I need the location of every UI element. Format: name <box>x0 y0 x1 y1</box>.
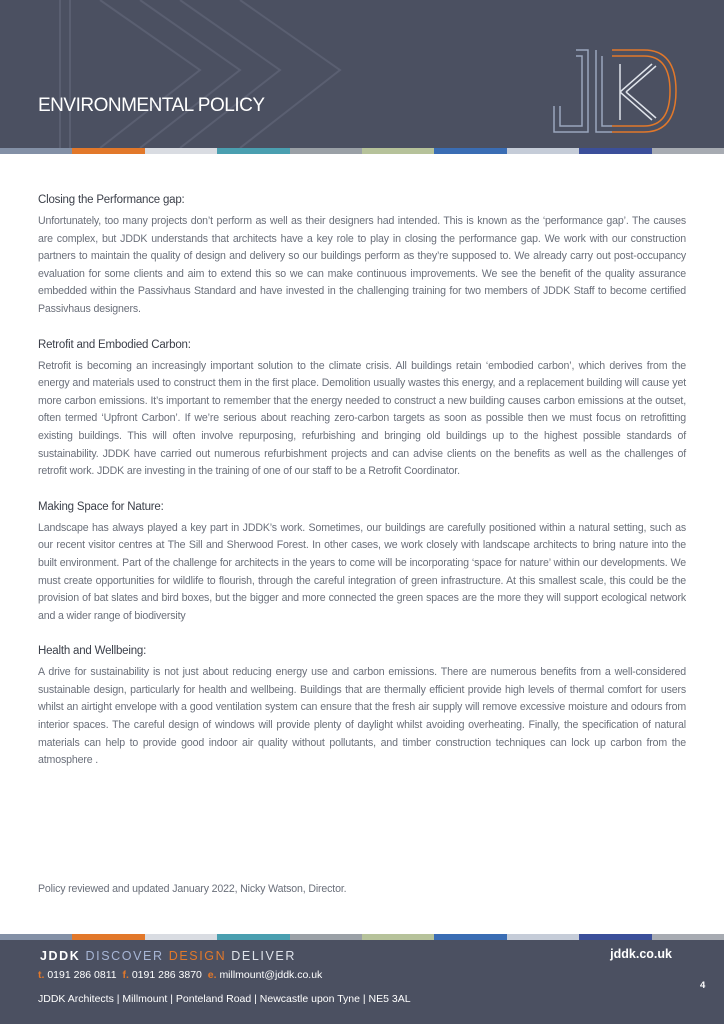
section-body: A drive for sustainability is not just about reducing energy use and carbon emissions. There are numerous benefits from a well-considered sustainable design, particularly for health and wellbeing. Buildings that are thermally efficient provide high levels of thermal comfort for users whilst an airtight envelope with a good ventilation system can ensure that the fresh air supply will remove excessive moisture and odours from interior spaces. The careful design of windows will provide plenty of daylight whilst avoiding overheating. Finally, the specification of natural materials can help to provide good indoor air quality without pollutants, and timber construction techniques can lock up carbon from the atmosphere . <box>38 666 686 767</box>
tagline-deliver: DELIVER <box>231 949 296 963</box>
stripe-segment <box>290 148 362 154</box>
footer-address: JDDK Architects | Millmount | Ponteland Road | Newcastle upon Tyne | NE5 3AL <box>38 993 411 1005</box>
fax-number: 0191 286 3870 <box>131 969 202 981</box>
tel-number[interactable]: 0191 286 0811 <box>47 969 117 981</box>
section-nature <box>38 501 686 626</box>
section-heading: Retrofit and Embodied Carbon: <box>38 338 191 351</box>
section-body: Unfortunately, too many projects don’t perform as well as their designers had intended. This is known as the ‘performance gap’. The causes are complex, but JDDK understands that architects have a key role to play in closing the performance gap. We work with our construction partners to maintain the quality of design and delivery so our buildings perform as they’re supposed to. We already carry out post-occupancy evaluation for some clients and aim to extend this so we can make continuous improvements. We see the benefit of the quality assurance embedded within the Passivhaus Standard and have invested in the challenging training for two members of JDDK Staff to become certified Passivhaus designers. <box>38 215 686 315</box>
jdk-logo <box>548 44 688 140</box>
stripe-segment <box>0 148 72 154</box>
section-body: Landscape has always played a key part in JDDK’s work. Sometimes, our buildings are carefully positioned within a natural setting, such as our recent visitor centres at The Sill and Sherwood Forest. In other cases, we work closely with landscape architects to bring nature into the built environment. Part of the challenge for architects in the years to come will be incorporating ‘space for nature’ within our developments. We must create opportunities for wildlife to flourish, through the careful integration of green infrastructure. At this smallest scale, this could be the provision of bat slates and bird boxes, but the bigger and more connected the green spaces are the more they will support ecological network and a wider range of biodiversity <box>38 521 686 622</box>
website-link[interactable]: jddk.co.uk <box>610 947 672 961</box>
section-heading: Making Space for Nature: <box>38 500 164 513</box>
section-heading: Health and Wellbeing: <box>38 645 147 658</box>
page-footer <box>0 940 724 1024</box>
stripe-segment <box>579 148 651 154</box>
section-health <box>38 645 686 770</box>
section-body: Retrofit is becoming an increasingly important solution to the climate crisis. All buildings retain ‘embodied carbon’, which derives from the energy and materials used to construct them in the first place. Demolition usually wastes this energy, and a replacement building will cause yet more carbon emissions. It’s important to remember that the energy needed to construct a new building causes carbon emissions at the outset, often termed ‘Upfront Carbon’. If we’re serious about reaching zero-carbon targets as soon as possible then we must focus on retrofitting existing buildings. This will often involve repurposing, refurbishing and bringing old buildings up to the highest possible standards of sustainability. JDDK have carried out numerous refurbishment projects and can advise clients on the benefits as well as the challenges of retrofit work. JDDK are investing in the training of one of our staff to be a Retrofit Coordinator. <box>38 359 686 478</box>
footer-tagline <box>40 949 296 963</box>
stripe-segment <box>362 148 434 154</box>
stripe-segment <box>217 148 289 154</box>
email-link[interactable]: millmount@jddk.co.uk <box>219 969 323 981</box>
stripe-segment <box>507 148 579 154</box>
email-label: e. <box>207 969 217 981</box>
color-stripe-top <box>0 148 724 154</box>
footer-contacts <box>38 969 322 981</box>
tel-label: t. <box>38 969 45 981</box>
stripe-segment <box>434 148 506 154</box>
tagline-brand: JDDK <box>40 949 81 963</box>
section-performance-gap <box>38 194 686 319</box>
page-header <box>0 0 724 148</box>
page-title: ENVIRONMENTAL POLICY <box>38 95 265 116</box>
policy-content <box>38 194 686 790</box>
stripe-segment <box>72 148 144 154</box>
section-heading: Closing the Performance gap: <box>38 194 185 206</box>
stripe-segment <box>145 148 217 154</box>
stripe-segment <box>652 148 724 154</box>
section-retrofit <box>38 339 686 481</box>
fax-label: f. <box>122 969 129 981</box>
review-note: Policy reviewed and updated January 2022, Nicky Watson, Director. <box>38 883 347 895</box>
tagline-discover: DISCOVER <box>85 949 164 963</box>
page-number: 4 <box>700 980 706 991</box>
tagline-design: DESIGN <box>168 949 227 963</box>
